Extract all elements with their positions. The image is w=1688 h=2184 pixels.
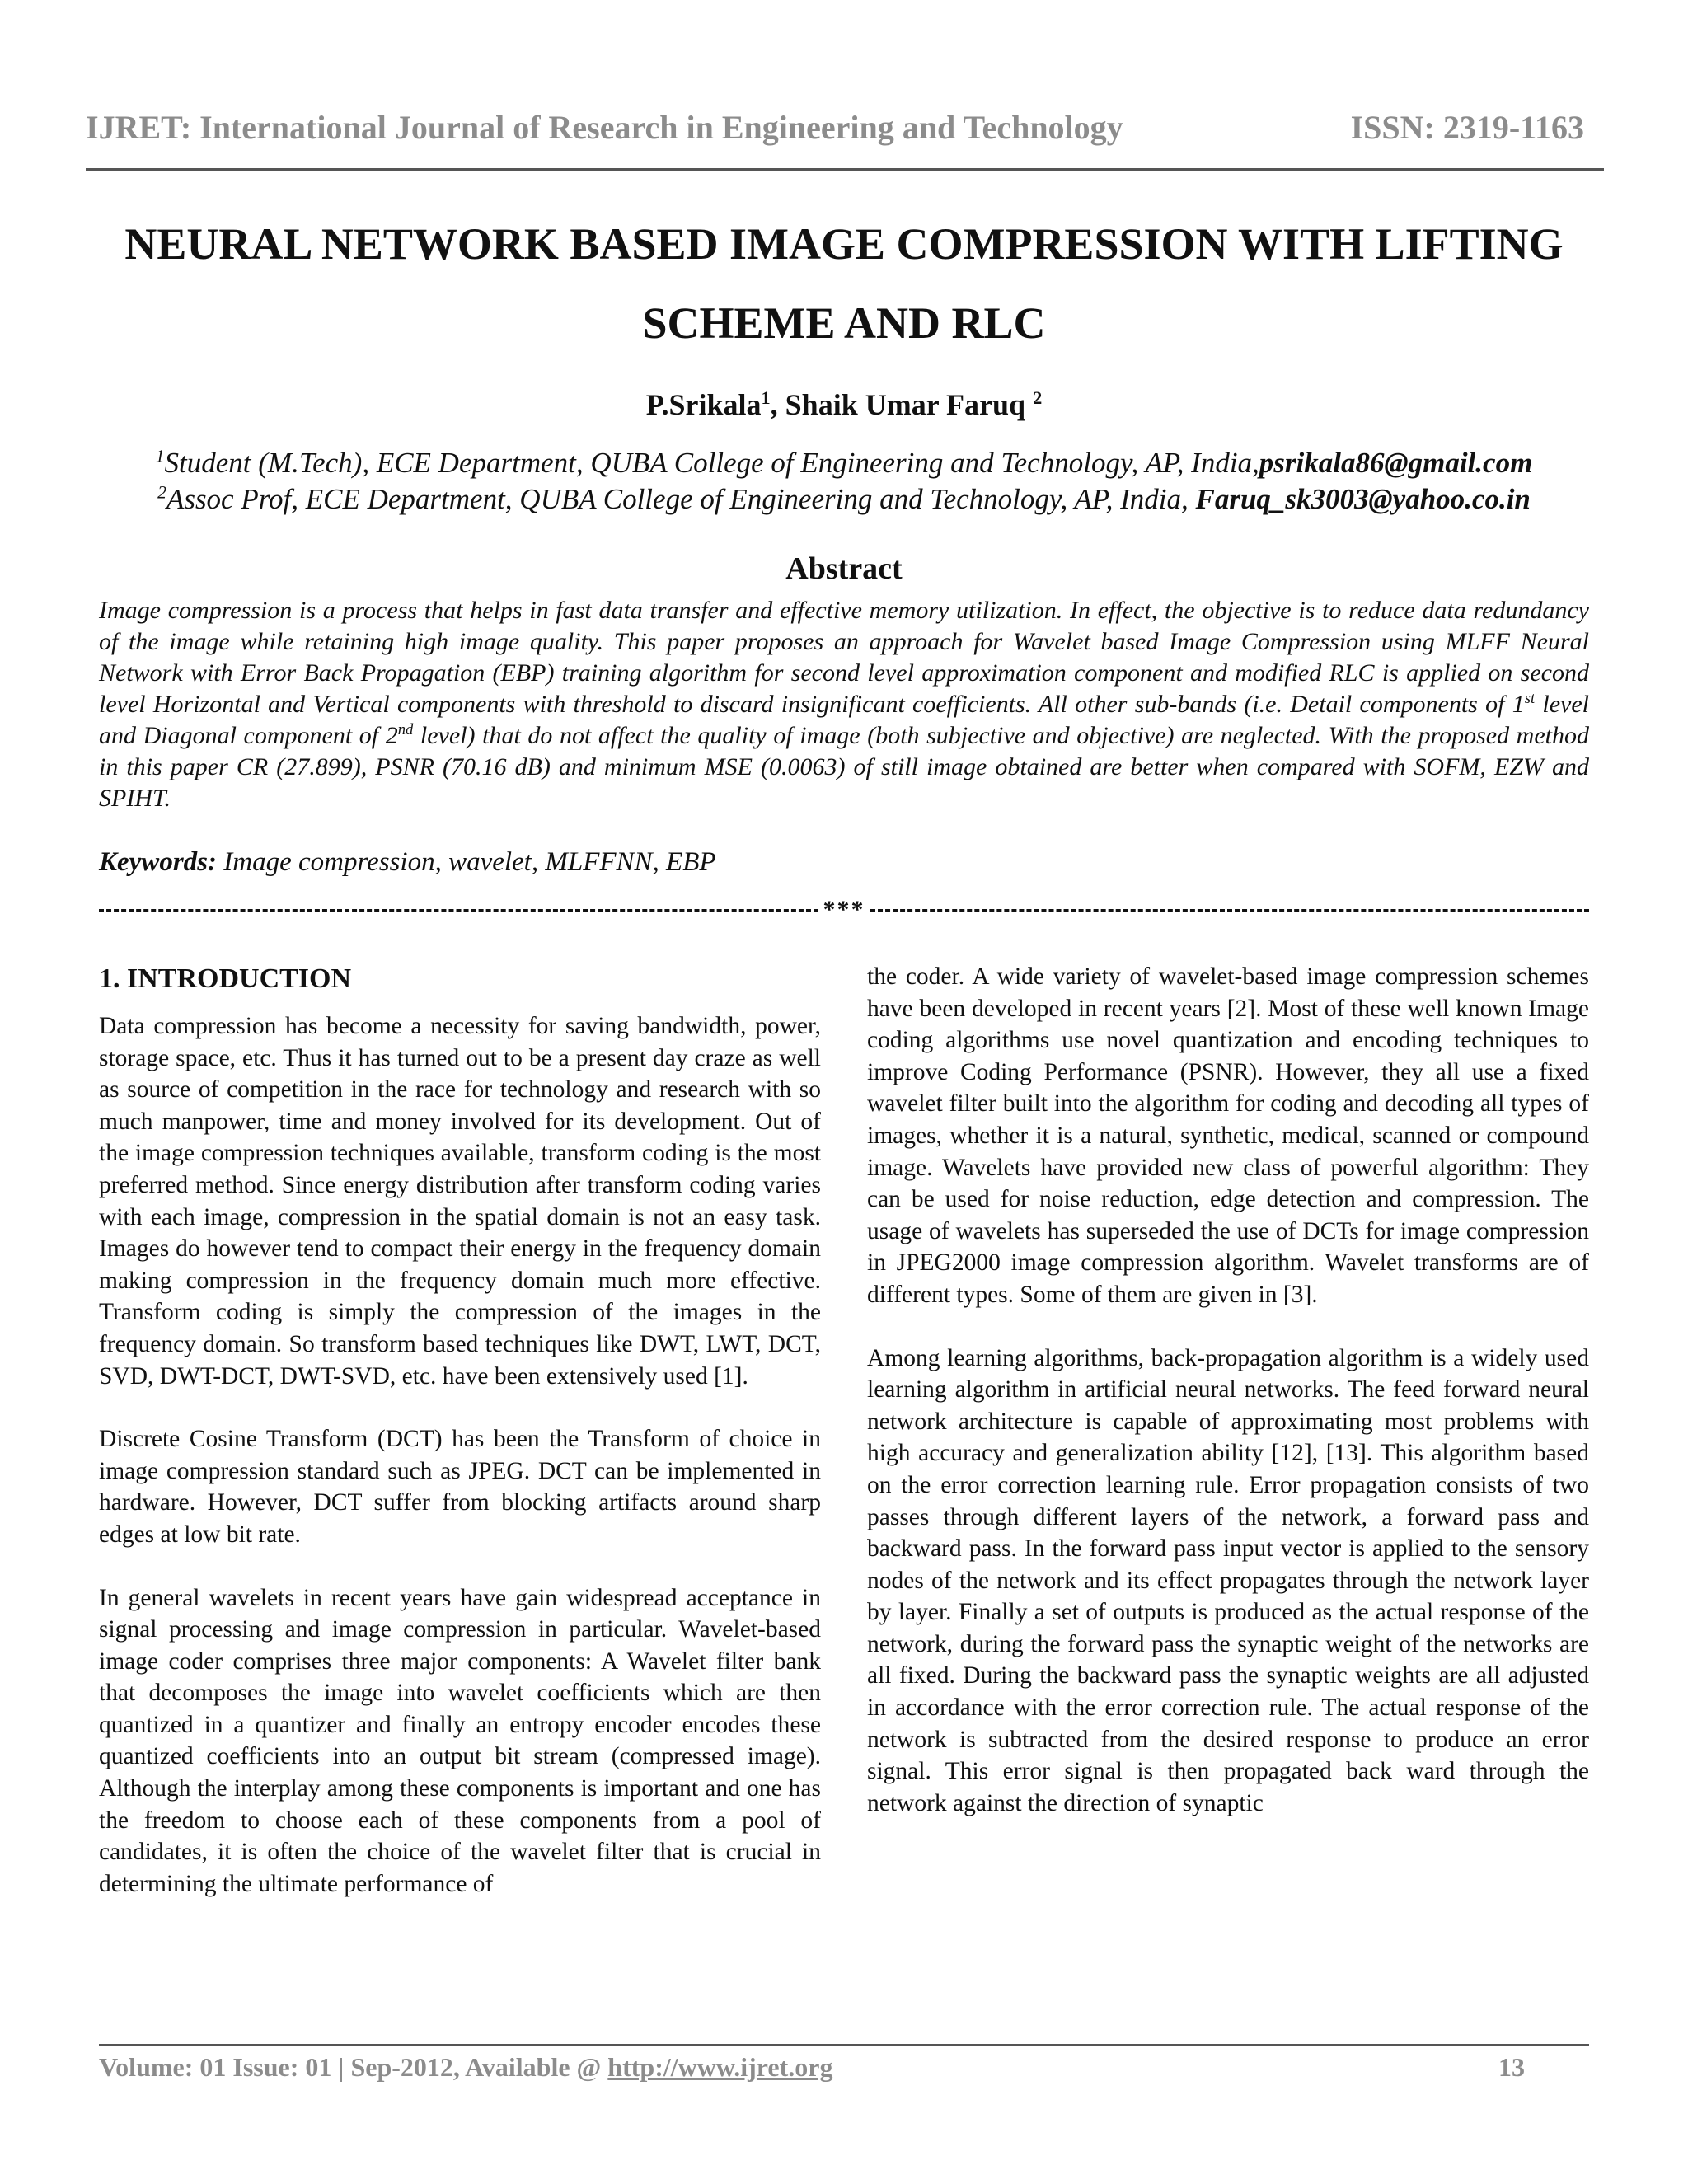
body-paragraph: the coder. A wide variety of wavelet-based image compression schemes have been developed in recent years [2]. Most of these well known Image coding algorithms use novel quantization and encoding techniques to improve Coding Performance (PSNR). However, they all use a fixed wavelet filter built into the algorithm for coding and decoding all types of images, whether it is a natural, synthetic, medical, scanned or compound image. Wavelets have provided new class of powerful algorithm: They can be used for noise reduction, edge detection and compression. The usage of wavelets has superseded the use of DCTs for image compression in JPEG2000 image compression algorithm. Wavelet transforms are of different types. Some of them are given in [3]. — [867, 963, 1589, 1308]
affiliations — [99, 445, 1589, 518]
keywords-text: Image compression, wavelet, MLFFNN, EBP — [217, 847, 716, 877]
title-line-2: SCHEME AND RLC — [642, 298, 1046, 348]
abstract-heading: Abstract — [785, 551, 903, 586]
paper-title — [99, 204, 1589, 363]
footer-divider — [99, 2044, 1589, 2046]
affil-mark: 2 — [157, 482, 166, 503]
author-separator: , — [770, 388, 785, 421]
footer-volume — [99, 2052, 832, 2083]
keywords-label: Keywords: — [99, 847, 217, 877]
footer-volume-text: Volume: 01 Issue: 01 | Sep-2012, Available @ — [99, 2052, 608, 2082]
header-divider — [86, 168, 1604, 171]
body-paragraph: Data compression has become a necessity for saving bandwidth, power, storage space, etc. Thus it has turned out to be a present day craze as well as source of competition in the race for technology and research with so much manpower, time and money involved for its development. Out of the image compression techniques available, transform coding is the most preferred method. Since energy distribution after transform coding varies with each image, compression in the spatial domain is not an easy task. Images do however tend to compact their energy in the frequency domain making compression in the frequency domain much more effective. Transform coding is simply the compression of the images in the frequency domain. So transform based techniques like DWT, LWT, DCT, SVD, DWT-DCT, DWT-SVD, etc. have been extensively used [1]. — [99, 1013, 821, 1390]
keywords — [99, 847, 1589, 878]
affil-mark: 1 — [155, 446, 165, 466]
section-separator — [99, 893, 1589, 926]
issn: ISSN: 2319-1163 — [1350, 109, 1584, 146]
journal-link[interactable]: http://www.ijret.org — [607, 2052, 833, 2082]
running-footer — [99, 2052, 1525, 2083]
separator-stars: *** — [823, 896, 865, 923]
body-paragraph: Among learning algorithms, back-propagation algorithm is a widely used learning algorithm in artificial neural networks. The feed forward neural network architecture is capable of approximating most problems with high accuracy and generalization ability [12], [13]. This algorithm based on the error correction learning rule. Error propagation consists of two passes through different layers of the network, a forward pass and backward pass. In the forward pass input vector is applied to the sensory nodes of the network and its effect propagates through the network layer by layer. Finally a set of outputs is produced as the actual response of the network, during the forward pass the synaptic weight of the networks are all fixed. During the backward pass the synaptic weights are all adjusted in accordance with the error correction rule. The actual response of the network is subtracted from the desired response to produce an error signal. This error signal is then propagated back ward through the network against the direction of synaptic — [867, 1344, 1589, 1816]
affiliation-line — [99, 445, 1589, 481]
author-affil-mark: 1 — [761, 387, 771, 408]
dashed-rule — [99, 909, 818, 912]
left-column — [99, 963, 821, 1931]
author-affil-mark: 2 — [1033, 387, 1043, 408]
affiliation-line — [99, 481, 1589, 518]
body-paragraph: In general wavelets in recent years have gain widespread acceptance in signal processing and image compression in particular. Wavelet-based image coder comprises three major components: A Wavelet filter bank that decomposes the image into wavelet coefficients which are then quantized in a quantizer and finally an entropy encoder encodes these quantized coefficients into an output bit stream (compressed image). Although the interplay among these components is important and one has the freedom to choose each of these components from a pool of candidates, it is often the choice of the wavelet filter that is crucial in determining the ultimate performance of — [99, 1584, 821, 1897]
author-email[interactable]: Faruq_sk3003@yahoo.co.in — [1195, 483, 1531, 515]
running-header — [86, 97, 1584, 147]
section-heading: 1. INTRODUCTION — [99, 963, 352, 994]
title-line-1: NEURAL NETWORK BASED IMAGE COMPRESSION WITH LIFTING — [124, 219, 1564, 269]
affiliation-text: Assoc Prof, ECE Department, QUBA College of Engineering and Technology, AP, India, — [166, 483, 1196, 515]
author-name: Shaik Umar Faruq — [785, 388, 1034, 421]
dashed-rule — [870, 909, 1590, 912]
body-paragraph: Discrete Cosine Transform (DCT) has been the Transform of choice in image compression standard such as JPEG. DCT can be implemented in hardware. However, DCT suffer from blocking artifacts around sharp edges at low bit rate. — [99, 1426, 821, 1548]
page-number: 13 — [1498, 2052, 1525, 2082]
right-column — [867, 961, 1589, 1850]
abstract-part: Image compression is a process that helps in fast data transfer and effective memory utilization. In effect, the objective is to reduce data redundancy of the image while retaining high image quality. This paper proposes an approach for Wavelet based Image Compression using MLFF Neural Network with Error Back Propagation (EBP) training algorithm for second level approximation component and modified RLC is applied on second level Horizontal and Vertical components with threshold to discard insignificant coefficients. All other sub-bands (i.e. Detail components of 1 — [99, 597, 1589, 718]
author-name: P.Srikala — [645, 388, 762, 421]
abstract-text — [99, 595, 1589, 814]
ordinal-suffix: st — [1524, 690, 1536, 707]
abstract-part: level and Diagonal component of 2 — [99, 691, 1589, 749]
ordinal-suffix: nd — [397, 721, 414, 738]
affiliation-text: Student (M.Tech), ECE Department, QUBA College of Engineering and Technology, AP, India, — [164, 447, 1259, 479]
author-email[interactable]: psrikala86@gmail.com — [1259, 447, 1533, 479]
author-list — [99, 387, 1589, 422]
journal-name: IJRET: International Journal of Research in Engineering and Technology — [86, 109, 1123, 146]
abstract-part: level) that do not affect the quality of image (both subjective and objective) are neglected. With the proposed method in this paper CR (27.899), PSNR (70.16 dB) and minimum MSE (0.0063) of still image obtained are better when compared with SOFM, EZW and SPIHT. — [99, 722, 1589, 812]
